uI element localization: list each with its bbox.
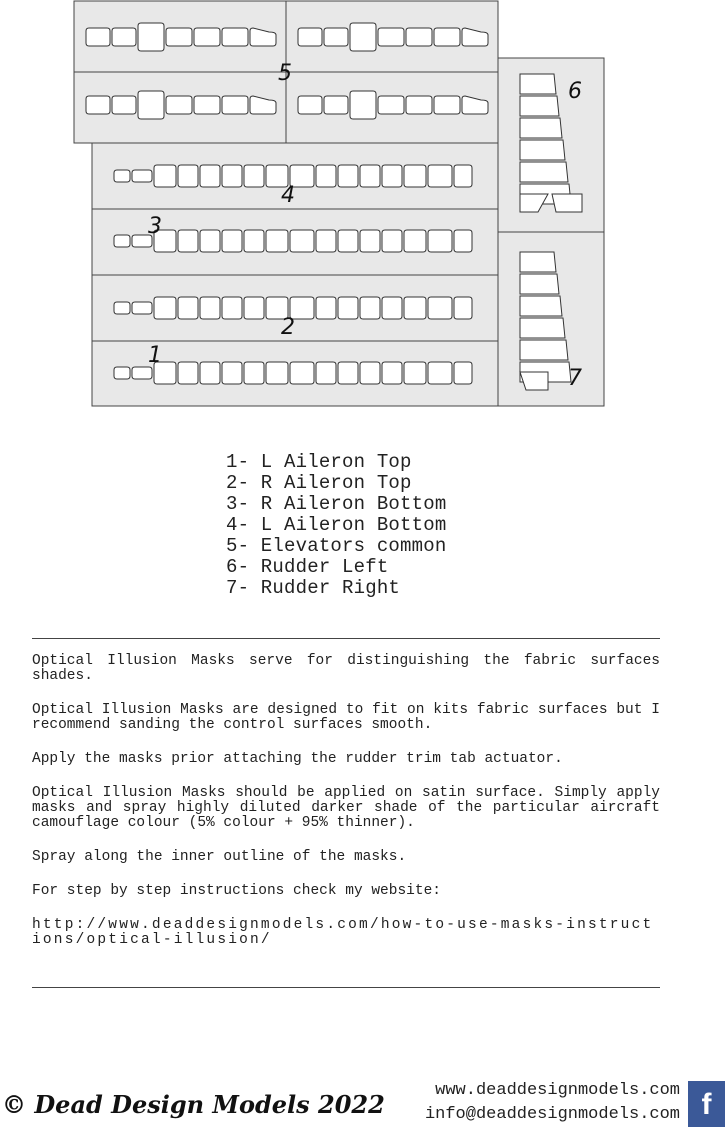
aileron-mask: [178, 230, 198, 252]
aileron-mask: [244, 165, 264, 187]
mask-sheet-diagram: [0, 0, 726, 420]
elevator-mask: [324, 28, 348, 46]
copyright-text: © Dead Design Models 2022: [2, 1090, 385, 1119]
aileron-mask: [200, 362, 220, 384]
rudder-mask: [520, 252, 556, 272]
aileron-mask: [316, 165, 336, 187]
elevator-mask: [298, 28, 322, 46]
aileron-mask: [404, 165, 426, 187]
rudder-mask: [552, 194, 582, 212]
legend-item: 5- Elevators common: [226, 535, 447, 557]
legend-item: 4- L Aileron Bottom: [226, 514, 447, 536]
aileron-mask: [382, 297, 402, 319]
aileron-mask: [454, 165, 472, 187]
aileron-mask: [200, 165, 220, 187]
aileron-mask: [154, 165, 176, 187]
elevator-mask: [434, 96, 460, 114]
aileron-mask: [154, 297, 176, 319]
elevator-mask: [86, 96, 110, 114]
elevator-mask: [406, 96, 432, 114]
elevator-mask: [86, 28, 110, 46]
elevator-mask: [112, 28, 136, 46]
elevator-mask: [166, 28, 192, 46]
rudder-mask: [520, 74, 556, 94]
legend-item: 3- R Aileron Bottom: [226, 493, 447, 515]
aileron-mask: [360, 165, 380, 187]
contact-info: [425, 1079, 680, 1127]
panel-number-3: 3: [148, 214, 162, 239]
aileron-mask: [382, 230, 402, 252]
panel-number-6: 6: [568, 79, 582, 104]
aileron-mask: [338, 165, 358, 187]
aileron-mask: [382, 165, 402, 187]
note-paragraph: For step by step instructions check my website:: [32, 883, 441, 899]
aileron-mask: [382, 362, 402, 384]
aileron-mask: [404, 297, 426, 319]
elevator-mask: [222, 28, 248, 46]
elevator-mask: [298, 96, 322, 114]
elevator-mask: [324, 96, 348, 114]
rudder-mask: [520, 296, 562, 316]
aileron-mask: [428, 362, 452, 384]
facebook-icon[interactable]: f: [688, 1081, 725, 1127]
aileron-mask: [290, 230, 314, 252]
aileron-mask: [200, 297, 220, 319]
aileron-mask: [114, 235, 130, 247]
elevator-mask: [378, 28, 404, 46]
note-paragraph: Apply the masks prior attaching the rudder trim tab actuator.: [32, 751, 563, 767]
panel-number-2: 2: [281, 315, 295, 340]
panel-number-4: 4: [281, 183, 295, 208]
instructions-link[interactable]: http://www.deaddesignmodels.com/how-to-use-masks-instructions/optical-illusion/: [32, 917, 654, 948]
elevator-mask: [434, 28, 460, 46]
elevator-mask: [194, 96, 220, 114]
elevator-mask: [406, 28, 432, 46]
note-paragraph: Spray along the inner outline of the masks.: [32, 849, 407, 865]
legend-item: 6- Rudder Left: [226, 556, 389, 578]
elevator-mask: [112, 96, 136, 114]
email-link[interactable]: info@deaddesignmodels.com: [424, 1105, 680, 1124]
aileron-mask: [222, 165, 242, 187]
aileron-mask: [266, 230, 288, 252]
aileron-mask: [114, 170, 130, 182]
aileron-mask: [454, 362, 472, 384]
aileron-mask: [360, 297, 380, 319]
aileron-mask: [316, 230, 336, 252]
aileron-mask: [290, 362, 314, 384]
aileron-mask: [338, 230, 358, 252]
aileron-mask: [178, 362, 198, 384]
elevator-mask: [378, 96, 404, 114]
rudder-mask: [520, 162, 568, 182]
aileron-mask: [222, 362, 242, 384]
aileron-mask: [132, 367, 152, 379]
aileron-mask: [360, 230, 380, 252]
elevator-mask: [138, 91, 164, 119]
aileron-mask: [404, 230, 426, 252]
aileron-mask: [200, 230, 220, 252]
elevator-mask: [350, 23, 376, 51]
rudder-mask: [520, 140, 565, 160]
aileron-mask: [132, 302, 152, 314]
aileron-mask: [428, 297, 452, 319]
aileron-mask: [316, 297, 336, 319]
aileron-mask: [428, 230, 452, 252]
rudder-mask: [520, 318, 565, 338]
rudder-mask: [520, 118, 562, 138]
aileron-mask: [244, 362, 264, 384]
aileron-mask: [132, 170, 152, 182]
note-paragraph: Optical Illusion Masks should be applied on satin surface. Simply apply masks and spray highly diluted darker shade of the particular aircraft camouflage colour (5% colour + 95% thinner).: [32, 785, 660, 831]
aileron-mask: [114, 302, 130, 314]
aileron-mask: [428, 165, 452, 187]
aileron-mask: [244, 230, 264, 252]
rudder-mask: [520, 340, 568, 360]
legend-item: 7- Rudder Right: [226, 577, 401, 599]
elevator-mask: [194, 28, 220, 46]
aileron-mask: [360, 362, 380, 384]
note-paragraph: Optical Illusion Masks serve for distinguishing the fabric surfaces shades.: [32, 653, 660, 684]
aileron-mask: [178, 165, 198, 187]
website-link[interactable]: www.deaddesignmodels.com: [435, 1081, 680, 1100]
mask-legend: [226, 452, 446, 599]
aileron-mask: [222, 297, 242, 319]
instructions: [32, 654, 660, 967]
rudder-mask: [520, 274, 559, 294]
aileron-mask: [454, 297, 472, 319]
aileron-mask: [454, 230, 472, 252]
note-paragraph: Optical Illusion Masks are designed to fit on kits fabric surfaces but I recommend sanding the control surfaces smooth.: [32, 702, 660, 733]
divider-bottom: [32, 987, 660, 988]
elevator-mask: [138, 23, 164, 51]
aileron-mask: [114, 367, 130, 379]
aileron-mask: [178, 297, 198, 319]
elevator-mask: [350, 91, 376, 119]
elevator-mask: [166, 96, 192, 114]
panel-number-1: 1: [148, 343, 162, 368]
aileron-mask: [404, 362, 426, 384]
legend-item: 2- R Aileron Top: [226, 472, 412, 494]
aileron-mask: [222, 230, 242, 252]
aileron-mask: [338, 297, 358, 319]
legend-item: 1- L Aileron Top: [226, 451, 412, 473]
divider-top: [32, 638, 660, 639]
aileron-mask: [244, 297, 264, 319]
aileron-mask: [316, 362, 336, 384]
elevator-mask: [222, 96, 248, 114]
panel-number-5: 5: [278, 61, 292, 86]
panel-number-7: 7: [568, 366, 582, 391]
aileron-mask: [266, 362, 288, 384]
rudder-mask: [520, 96, 559, 116]
aileron-mask: [338, 362, 358, 384]
